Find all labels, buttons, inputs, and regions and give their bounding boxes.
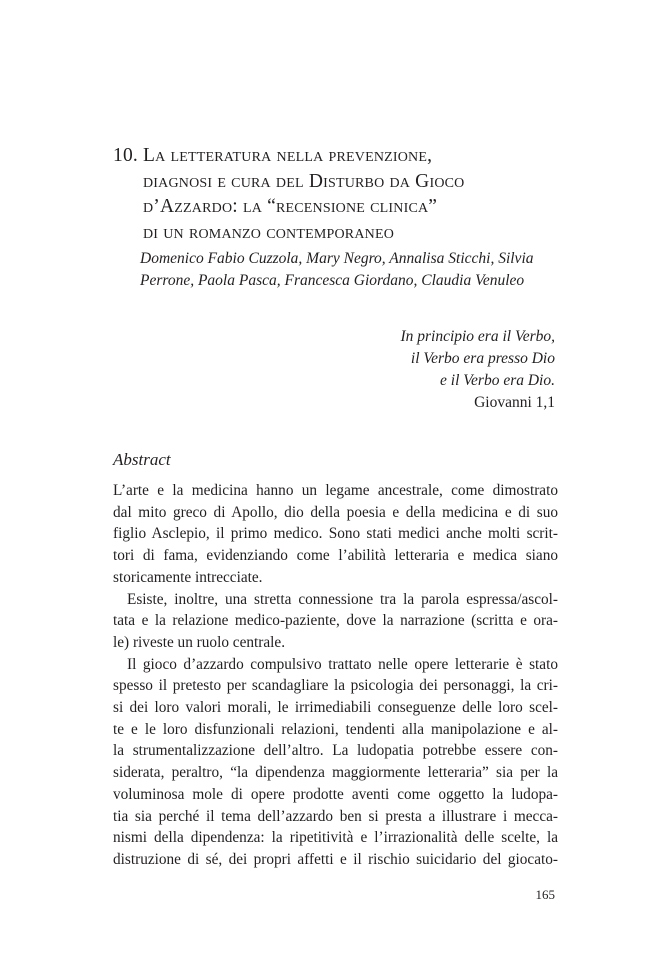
abstract-heading: Abstract [113,450,171,469]
abstract-line: tori di fama, evidenziando come l’abilità letteraria e medica siano [113,547,558,565]
abstract-line: te e le loro disfunzionali relazioni, tendenti alla manipolazione e al- [113,720,558,738]
abstract-line: le) riveste un ruolo centrale. [113,633,286,651]
chapter-title-line-4: di un romanzo contemporaneo [143,221,395,243]
page-number: 165 [535,887,555,902]
abstract-line: spesso il pretesto per scandagliare la psicologia dei personaggi, la cri- [113,677,558,695]
abstract-line: nismi della dipendenza: la ripetitività e l’irrazionalità delle scelte, la [113,829,558,847]
chapter-title-line-2: diagnosi e cura del Disturbo da Gioco [143,170,465,192]
epigraph-verse-3: e il Verbo era Dio. [440,372,555,389]
epigraph-verse-1: In principio era il Verbo, [400,328,555,345]
abstract-body [113,480,558,871]
abstract-line: figlio Asclepio, il primo medico. Sono stati medici anche molti scrit- [113,525,558,543]
abstract-line: L’arte e la medicina hanno un legame ancestrale, come dimostrato [113,482,558,499]
abstract-line: tia sia perché il tema dell’azzardo ben si presta a illustrare i mecca- [113,807,558,825]
abstract-line: dal mito greco di Apollo, dio della poesia e della medicina e di suo [113,503,558,521]
chapter-title [113,143,553,245]
chapter-authors [140,248,560,292]
chapter-number: 10. [113,145,138,166]
authors-line-1: Domenico Fabio Cuzzola, Mary Negro, Annalisa Sticchi, Silvia [140,250,534,267]
epigraph-source: Giovanni 1,1 [474,394,555,411]
abstract-line: storicamente intrecciate. [113,568,263,586]
abstract-line: siderata, peraltro, “la dipendenza maggiormente letteraria” sia per la [113,764,558,782]
abstract-line: tata e la relazione medico-paziente, dove la narrazione (scritta e ora- [113,612,558,630]
chapter-title-line-1: 10. La letteratura nella prevenzione, [113,143,553,169]
abstract-line: la strumentalizzazione dell’altro. La ludopatia potrebbe essere con- [113,742,558,760]
abstract-line: Esiste, inoltre, una stretta connessione tra la parola espressa/ascol- [127,590,558,608]
chapter-title-line-3: d’Azzardo: la “recensione clinica” [143,196,438,217]
abstract-line: distruzione di sé, dei propri affetti e il rischio suicidario del giocato- [113,850,558,868]
epigraph [400,326,555,414]
epigraph-verse-2: il Verbo era presso Dio [410,350,555,367]
abstract-line: voluminosa mole di opere prodotte aventi come oggetto la ludopa- [113,785,558,803]
authors-line-2: Perrone, Paola Pasca, Francesca Giordano, Claudia Venuleo [140,272,525,289]
abstract-line: si dei loro valori morali, le irrimediabili conseguenze delle loro scel- [113,699,558,717]
abstract-line: Il gioco d’azzardo compulsivo trattato nelle opere letterarie è stato [127,655,558,673]
